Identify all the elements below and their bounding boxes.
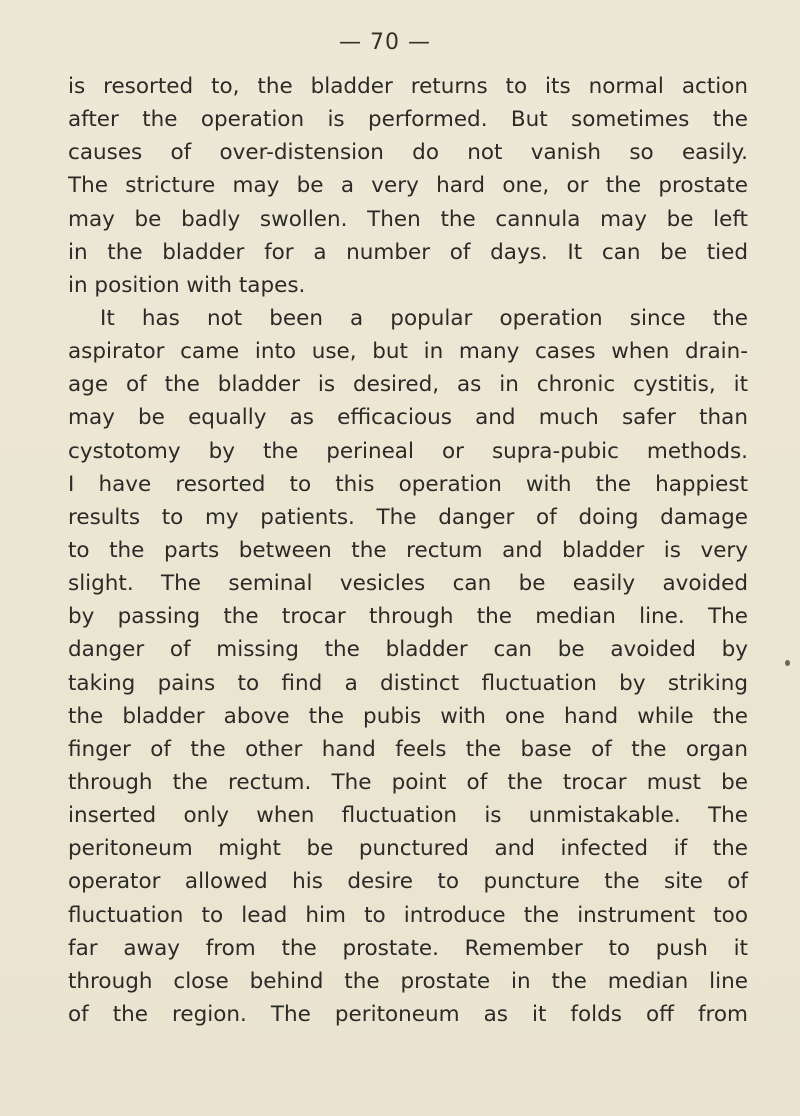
text-line: may be equally as efficacious and much safer than [68,405,748,431]
text-line: The stricture may be a very hard one, or the prostate [68,173,748,199]
text-line: through close behind the prostate in the median line [68,968,748,994]
text-line: finger of the other hand feels the base of the organ [68,736,748,762]
text-line: aspirator came into use, but in many cases when drain- [68,339,748,365]
text-line: inserted only when fluctuation is unmistakable. The [68,803,748,829]
text-line: through the rectum. The point of the trocar must be [68,769,748,795]
text-line: in position with tapes. [68,272,306,298]
page-number: — 70 — [339,30,431,55]
text-line: causes of over-distension do not vanish so easily. [68,140,748,166]
text-line: the bladder above the pubis with one hand while the [68,703,748,729]
text-line: in the bladder for a number of days. It can be tied [68,239,748,265]
text-line: far away from the prostate. Remember to push it [68,935,748,961]
body-text [68,70,748,1031]
text-line: to the parts between the rectum and bladder is very [68,537,748,563]
text-line: slight. The seminal vesicles can be easily avoided [68,571,748,597]
text-line: It has not been a popular operation since the [100,305,748,331]
text-line: operator allowed his desire to puncture the site of [68,869,748,895]
text-line: age of the bladder is desired, as in chronic cystitis, it [68,372,748,398]
text-line: peritoneum might be punctured and infected if the [68,836,748,862]
text-line: fluctuation to lead him to introduce the instrument too [68,902,748,928]
text-line: danger of missing the bladder can be avoided by [68,637,748,663]
text-line: results to my patients. The danger of doing damage [68,504,748,530]
text-line: cystotomy by the perineal or supra-pubic methods. [68,438,748,464]
text-line: is resorted to, the bladder returns to its normal action [68,74,748,99]
text-line: of the region. The peritoneum as it folds off from [68,1001,748,1027]
text-line: taking pains to find a distinct fluctuation by striking [68,670,748,696]
text-line: may be badly swollen. Then the cannula may be left [68,206,748,232]
text-line: after the operation is performed. But sometimes the [68,107,748,133]
text-line: I have resorted to this operation with the happiest [68,471,748,497]
text-line: by passing the trocar through the median line. The [68,604,748,630]
ink-speck [785,660,790,666]
